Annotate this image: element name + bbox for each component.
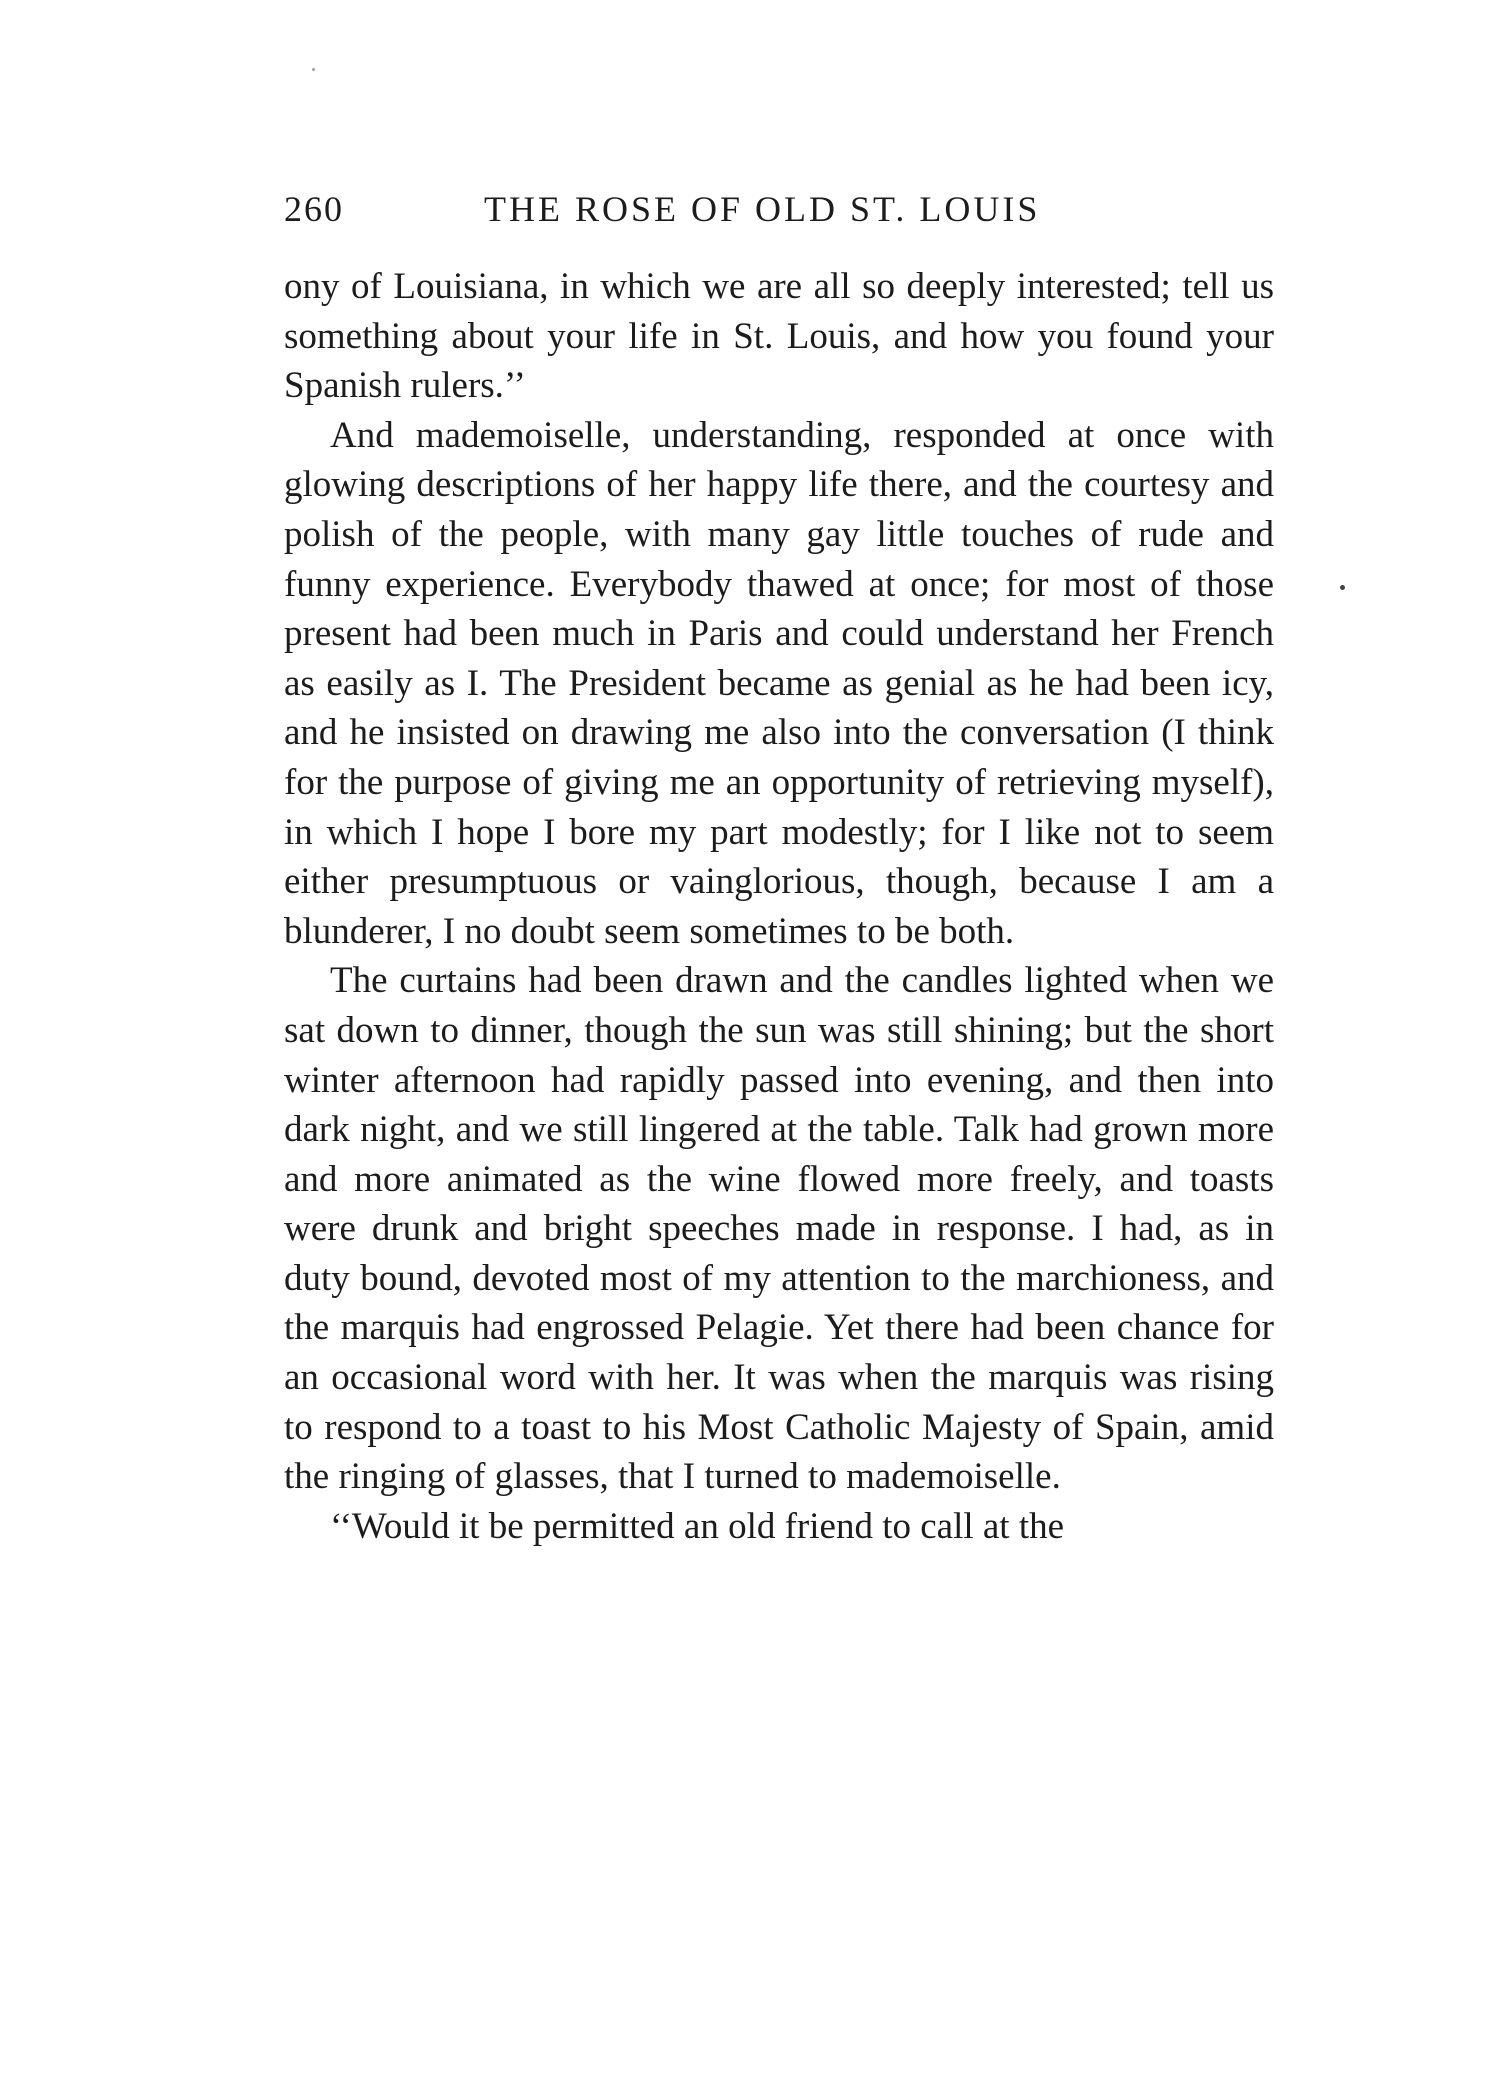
running-title: THE ROSE OF OLD ST. LOUIS [484, 189, 1041, 229]
paragraph: The curtains had been drawn and the candles lighted when we sat down to dinner, though the sun was still shining; but the short winter afternoon had rapidly passed into evening, and then into dark night, and we still lingered at the table. Talk had grown more and more animated as the wine flowed more freely, and toasts were drunk and bright speeches made in response. I had, as in duty bound, devoted most of my attention to the marchioness, and the marquis had engrossed Pelagie. Yet there had been chance for an occasional word with her. It was when the marquis was rising to respond to a toast to his Most Catholic Majesty of Spain, amid the ringing of glasses, that I turned to mademoiselle. [284, 960, 1274, 1498]
page-number: 260 [284, 189, 344, 229]
paragraph: And mademoiselle, understanding, responded at once with glowing descriptions of her happy life there, and the courtesy and polish of the people, with many gay little touches of rude and funny experience. Everybody thawed at once; for most of those present had been much in Paris and could understand her French as easily as I. The President became as genial as he had been icy, and he insisted on drawing me also into the conversation (I think for the purpose of giving me an opportunity of retrieving myself), in which I hope I bore my part modestly; for I like not to seem either presumptuous or vainglorious, though, because I am a blunderer, I no doubt seem sometimes to be both. [284, 414, 1274, 952]
paragraph: ony of Louisiana, in which we are all so deeply interested; tell us something about your life in St. Louis, and how you found your Spanish rulers.’’ [284, 266, 1274, 407]
paper-speck [1340, 585, 1345, 590]
body-text [284, 262, 1274, 1551]
paragraph: ‘‘Would it be permitted an old friend to call at the [330, 1505, 1065, 1547]
running-head [284, 188, 1284, 240]
paper-speck [312, 68, 315, 71]
